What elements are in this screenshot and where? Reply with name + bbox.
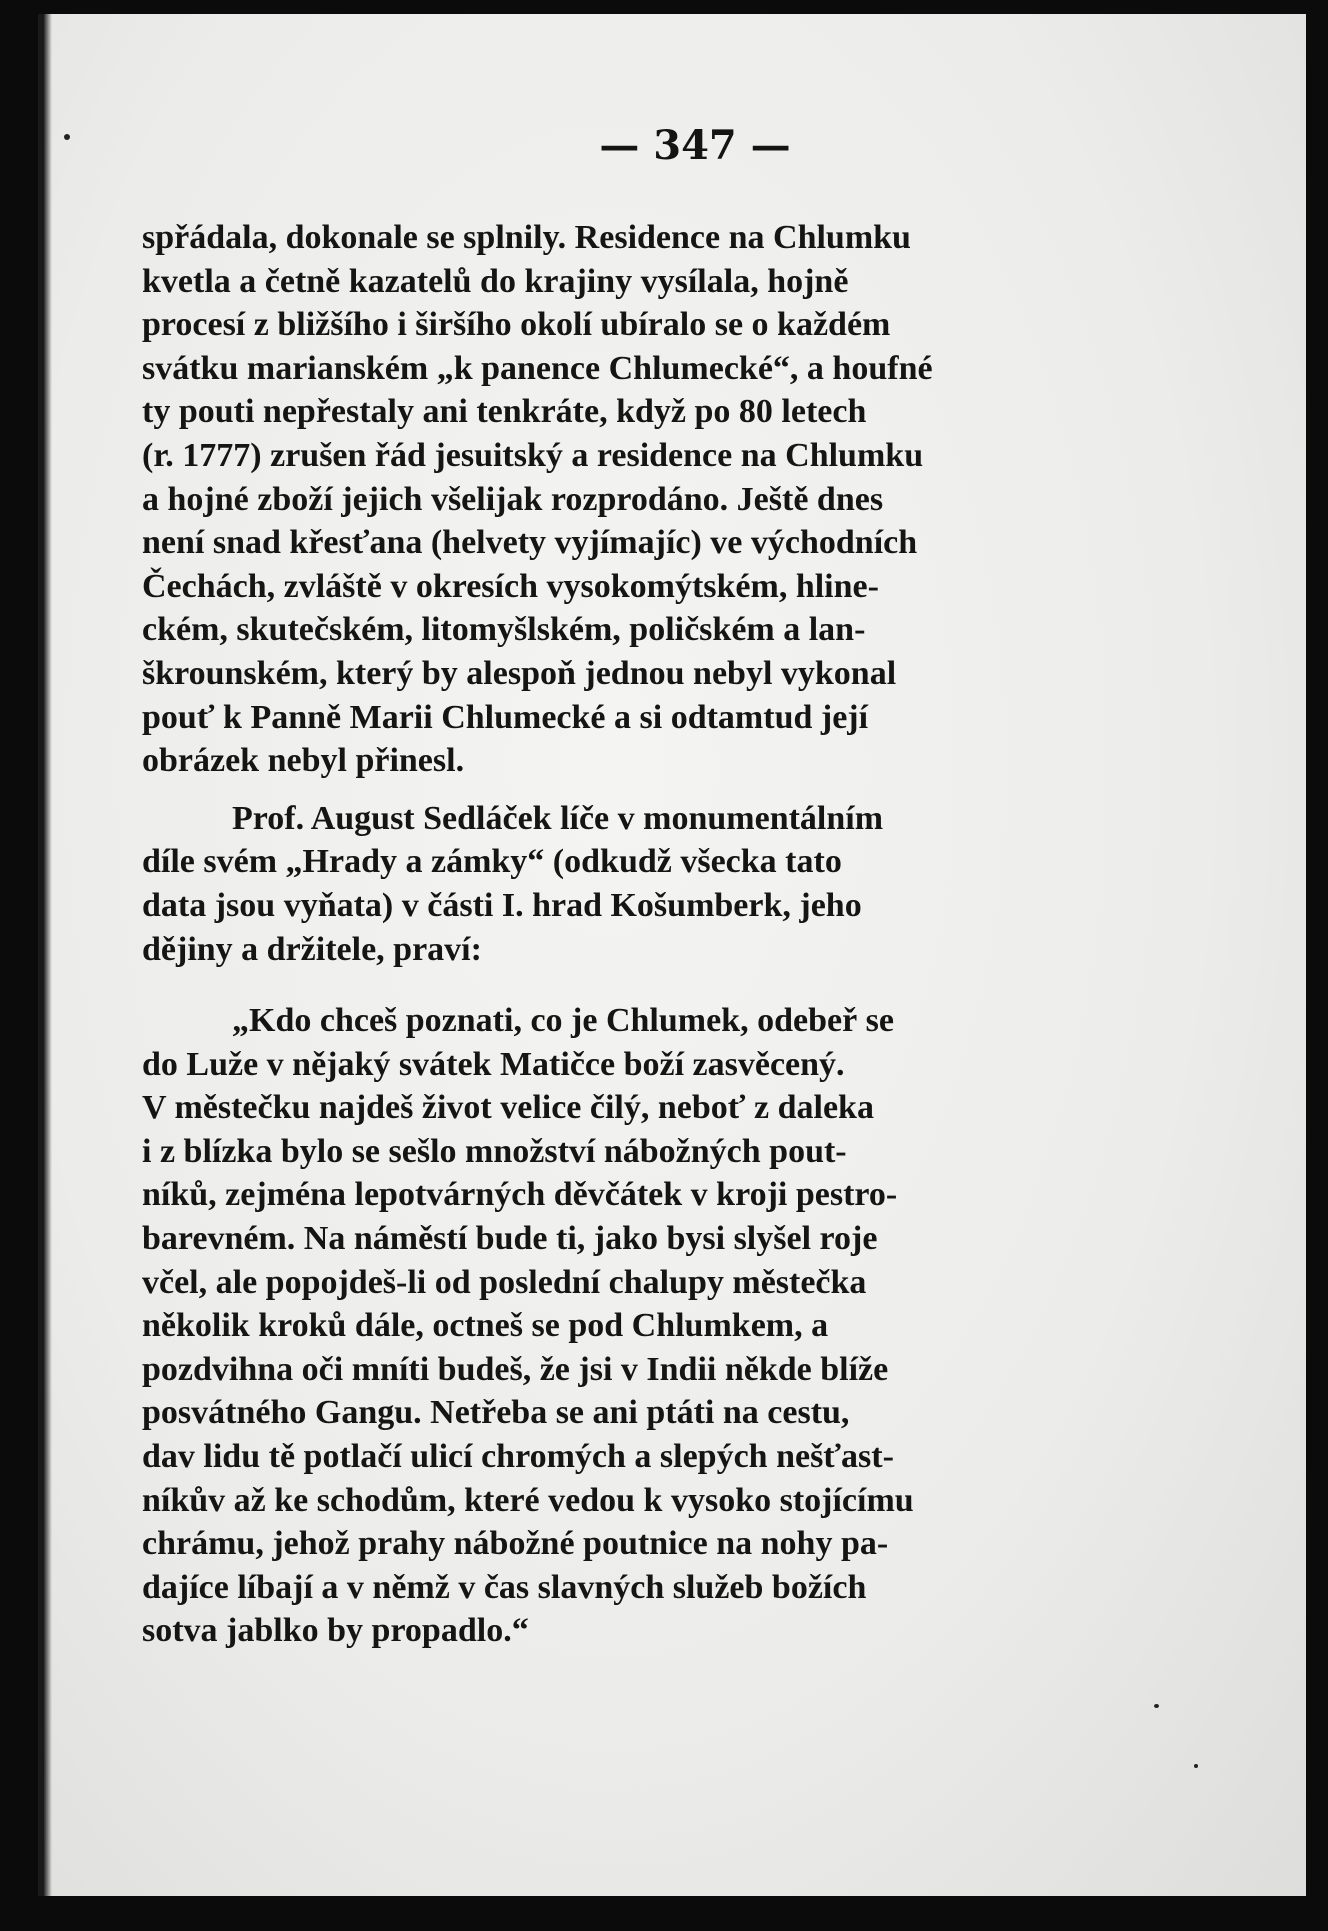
book-page [38, 14, 1306, 1896]
body-text [142, 216, 1139, 1653]
paragraph-2: Prof. August Sedláček líče v monumentálním díle svém „Hrady a zámky“ (odkudž všecka tato data jsou vyňata) v části I. hrad Košumberk, jeho dějiny a držitele, praví: [142, 799, 884, 968]
paragraph-3-quote: „Kdo chceš poznati, co je Chlumek, odebeř se do Luže v nějaký svátek Matičce boží zasvěcený. V městečku najdeš život velice čilý, neboť z daleka i z blízka bylo se sešlo množství nábožných pout- níků, zejména lepotvárných děvčátek v kroji pestro- barevném. Na náměstí bude ti, jako bysi slyšel roje včel, ale popojdeš-li od poslední chalupy městečka několik kroků dále, octneš se pod Chlumkem, a pozdvihna oči mníti budeš, že jsi v Indii někde blíže posvátného Gangu. Netřeba se ani ptáti na cestu, dav lidu tě potlačí ulicí chromých a slepých nešťast- níkův až ke schodům, které vedou k vysoko stojícímu chrámu, jehož prahy nábožné poutnice na nohy pa- dajíce líbají a v němž v čas slavných služeb božích sotva jablko by propadlo.“ [142, 1002, 914, 1650]
paragraph-1: spřádala, dokonale se splnily. Residence na Chlumku kvetla a četně kazatelů do krajiny vysílala, hojně procesí z bližšího i širšího okolí ubíralo se o každém svátku marianském „k panence Chlumecké“, a houfné ty pouti nepřestaly ani tenkráte, když po 80 letech (r. 1777) zrušen řád jesuitský a residence na Chlumku a hojné zboží jejich všelijak rozprodáno. Ještě dnes není snad křesťana (helvety vyjímajíc) ve východních Čechách, zvláště v okresích vysokomýtském, hline- ckém, skutečském, litomyšlském, poličském a lan- škrounském, který by alespoň jednou nebyl vykonal pouť k Panně Marii Chlumecké a si odtamtud její obrázek nebyl přinesl. [142, 219, 933, 780]
page-binding-edge [44, 14, 52, 1896]
print-speck [1194, 1764, 1198, 1768]
page-number: — 347 — [599, 122, 791, 169]
print-speck [1154, 1704, 1159, 1708]
print-speck [64, 134, 70, 140]
